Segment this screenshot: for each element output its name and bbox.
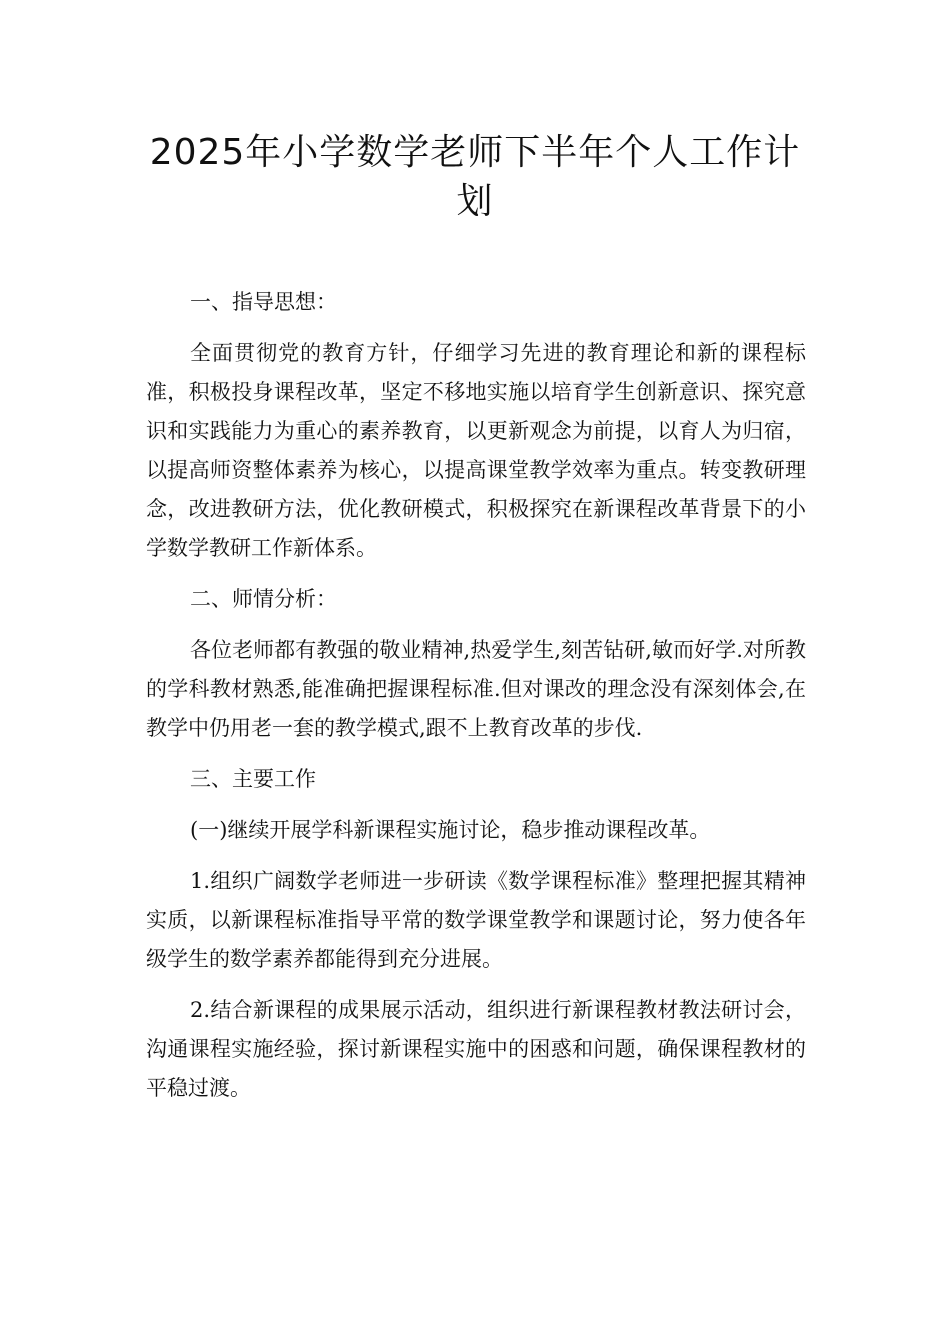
section-heading-guiding-ideology: 一、指导思想：: [190, 290, 337, 314]
paragraph-item-2: 2.结合新课程的成果展示活动，组织进行新课程教材教法研讨会，沟通课程实施经验，探讨新课程实施中的困惑和问题，确保课程教材的平稳过渡。: [146, 998, 806, 1100]
paragraph-teacher-analysis: 各位老师都有教强的敬业精神,热爱学生,刻苦钻研,敏而好学.对所教的学科教材熟悉,能准确把握课程标准.但对课改的理念没有深刻体会,在教学中仍用老一套的教学模式,跟不上教育改革的步伐.: [146, 638, 806, 740]
paragraph-item-1: 1.组织广阔数学老师进一步研读《数学课程标准》整理把握其精神实质，以新课程标准指导平常的数学课堂教学和课题讨论，努力使各年级学生的数学素养都能得到充分进展。: [146, 869, 806, 971]
document-body: [146, 283, 806, 1120]
subsection-heading-curriculum-reform: (一)继续开展学科新课程实施讨论，稳步推动课程改革。: [190, 818, 711, 842]
paragraph-guiding-ideology: 全面贯彻党的教育方针，仔细学习先进的教育理论和新的课程标准，积极投身课程改革，坚定不移地实施以培育学生创新意识、探究意识和实践能力为重心的素养教育，以更新观念为前提，以育人为归宿，以提高师资整体素养为核心，以提高课堂教学效率为重点。转变教研理念，改进教研方法，优化教研模式，积极探究在新课程改革背景下的小学数学教研工作新体系。: [146, 341, 806, 560]
section-heading-teacher-analysis: 二、师情分析：: [190, 587, 337, 611]
document-title: 2025年小学数学老师下半年个人工作计划: [149, 132, 801, 222]
section-heading-main-work: 三、主要工作: [190, 767, 316, 791]
